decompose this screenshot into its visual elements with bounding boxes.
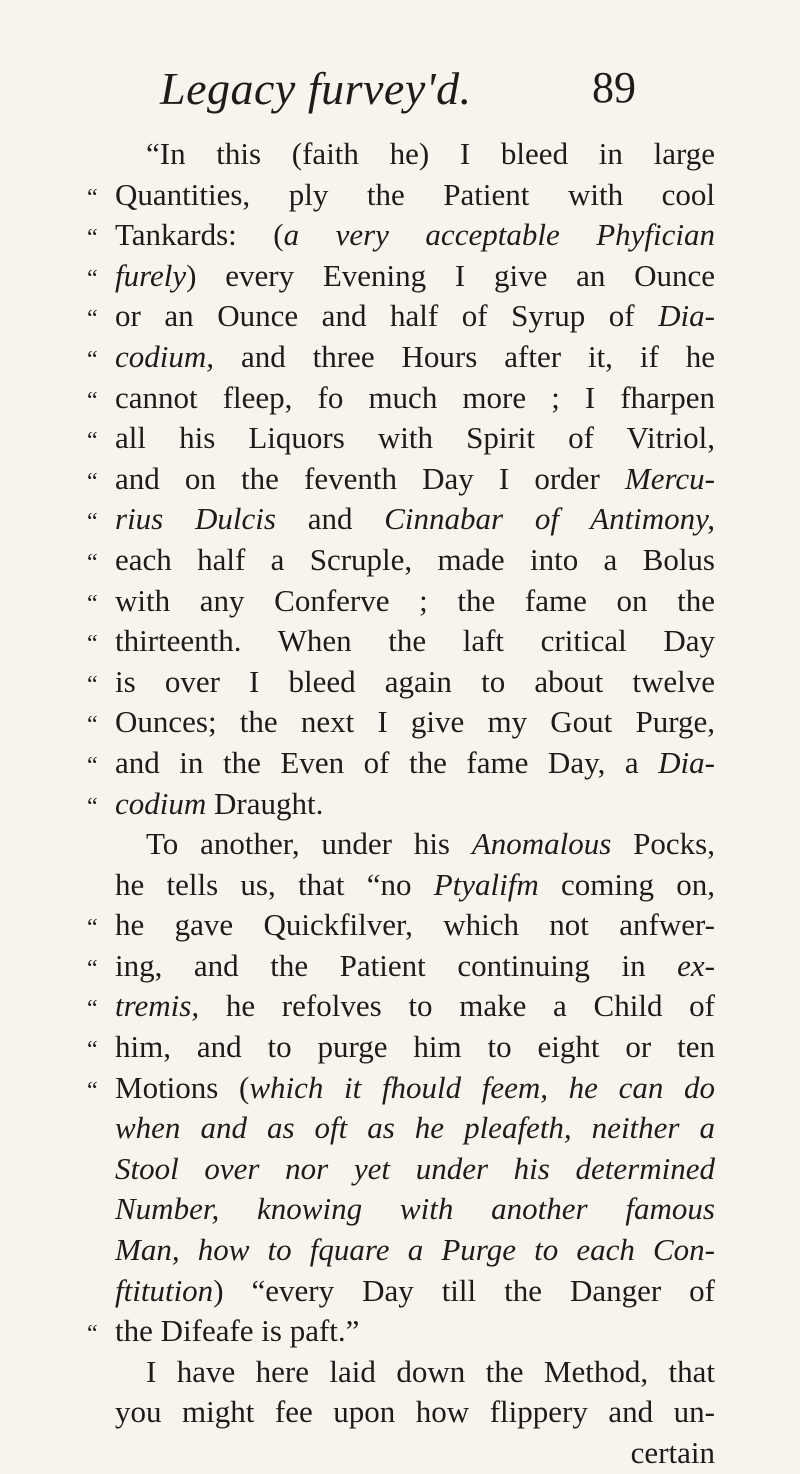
roman-text: with any Conferve ; the fame on the: [115, 582, 715, 618]
roman-text: is over I bleed again to about twelve: [115, 663, 715, 699]
roman-text: Quantities, ply the Patient with cool: [115, 176, 715, 212]
roman-text: he tells us, that “no: [115, 866, 434, 902]
italic-text: tremis,: [115, 988, 200, 1024]
text-line: [87, 702, 715, 743]
text-line: [115, 824, 715, 865]
roman-text: all his Liquors with Spirit of Vitriol,: [115, 420, 715, 456]
roman-text: thirteenth. When the laft critical Day: [115, 623, 715, 659]
roman-text: ing, and the Patient continuing in: [115, 947, 678, 983]
italic-text: which it fhould feem, he can do: [249, 1069, 715, 1105]
quote-mark: “: [87, 1321, 98, 1348]
quote-mark: “: [87, 752, 98, 779]
text-line: [87, 905, 715, 946]
roman-text: he refolves to make a Child of: [199, 988, 715, 1024]
italic-text: codium: [115, 785, 207, 821]
text-line: [87, 662, 715, 703]
quote-mark: “: [87, 549, 98, 576]
quote-mark: “: [87, 509, 98, 536]
quote-mark: “: [87, 915, 98, 942]
text-line: [87, 784, 715, 825]
page-number: 89: [592, 63, 636, 112]
roman-text: Tankards: (: [115, 217, 284, 253]
roman-text: Pocks,: [611, 826, 715, 862]
text-line: [87, 540, 715, 581]
text-line: [87, 459, 715, 500]
italic-text: Mercu-: [624, 460, 715, 496]
italic-text: Ptyalifm: [433, 866, 539, 902]
text-line: [115, 1149, 715, 1190]
body-text: [87, 134, 715, 1474]
quote-mark: “: [87, 346, 98, 373]
text-line: [87, 378, 715, 419]
italic-text: codium,: [115, 338, 215, 374]
italic-text: when and as oft as he pleafeth, neither a: [115, 1110, 715, 1146]
roman-text: and: [275, 501, 385, 537]
roman-text: the Difeafe is paft.”: [115, 1313, 360, 1349]
italic-text: ex-: [677, 947, 715, 983]
roman-text: I have here laid down the Method, that: [146, 1353, 715, 1389]
quote-mark: “: [87, 712, 98, 739]
text-line: [115, 1352, 715, 1393]
roman-text: him, and to purge him to eight or ten: [115, 1029, 715, 1065]
italic-text: rius Dulcis: [115, 501, 276, 537]
roman-text: “In this (faith he) I bleed in large: [146, 136, 715, 171]
text-line: [87, 256, 715, 297]
text-line: [115, 1392, 715, 1433]
roman-text: and in the Even of the fame Day, a: [115, 744, 659, 780]
text-line: [115, 134, 715, 175]
text-line: [87, 337, 715, 378]
roman-text: ) “every Day till the Danger of: [213, 1272, 715, 1308]
quote-mark: “: [87, 184, 98, 211]
roman-text: Motions (: [115, 1069, 250, 1105]
roman-text: he gave Quickfilver, which not anfwer-: [115, 907, 715, 943]
text-line: [87, 215, 715, 256]
quote-mark: “: [87, 671, 98, 698]
text-line: [115, 1108, 715, 1149]
italic-text: Stool over nor yet under his determined: [115, 1150, 715, 1186]
roman-text: Ounces; the next I give my Gout Purge,: [115, 704, 715, 740]
quote-mark: “: [87, 955, 98, 982]
text-line: [87, 581, 715, 622]
quote-mark: “: [87, 225, 98, 252]
text-line: [115, 1189, 715, 1230]
quote-mark: “: [87, 428, 98, 455]
roman-text: coming on,: [538, 866, 715, 902]
roman-text: or an Ounce and half of Syrup of: [115, 298, 659, 334]
roman-text: To another, under his: [146, 826, 472, 862]
text-line: [87, 175, 715, 216]
text-line: [87, 743, 715, 784]
text-line: [115, 1230, 715, 1271]
roman-text: certain: [630, 1435, 715, 1470]
roman-text: and three Hours after it, if he: [214, 338, 715, 374]
roman-text: each half a Scruple, made into a Bolus: [115, 541, 715, 577]
text-line: [87, 1027, 715, 1068]
quote-mark: “: [87, 387, 98, 414]
italic-text: Number, knowing with another famous: [115, 1191, 715, 1227]
quote-mark: “: [87, 1037, 98, 1064]
italic-text: Dia-: [658, 298, 715, 334]
italic-text: furely: [115, 257, 187, 293]
running-title: Legacy furvey'd.: [160, 63, 472, 114]
roman-text: ) every Evening I give an Ounce: [186, 257, 715, 293]
roman-text: Draught.: [206, 785, 324, 821]
text-line: [115, 865, 715, 906]
italic-text: Man, how to fquare a Purge to each Con-: [115, 1232, 715, 1268]
text-line: [87, 499, 715, 540]
page-header: [0, 62, 800, 122]
quote-mark: “: [87, 265, 98, 292]
roman-text: cannot fleep, fo much more ; I fharpen: [115, 379, 715, 415]
roman-text: you might fee upon how flippery and un-: [115, 1394, 715, 1430]
italic-text: Anomalous: [471, 826, 612, 862]
text-line: [87, 1311, 715, 1352]
quote-mark: “: [87, 1077, 98, 1104]
roman-text: and on the feventh Day I order: [115, 460, 625, 496]
italic-text: a very acceptable Phyfician: [283, 217, 715, 253]
text-line: [87, 986, 715, 1027]
quote-mark: “: [87, 590, 98, 617]
quote-mark: “: [87, 306, 98, 333]
italic-text: Dia-: [658, 744, 715, 780]
italic-text: ftitution: [115, 1272, 214, 1308]
text-line: [115, 1271, 715, 1312]
quote-mark: “: [87, 631, 98, 658]
quote-mark: “: [87, 793, 98, 820]
text-line: [87, 1068, 715, 1109]
text-line: [87, 621, 715, 662]
text-line: [87, 296, 715, 337]
italic-text: Cinnabar of Antimony,: [384, 501, 715, 537]
quote-mark: “: [87, 468, 98, 495]
text-line: [87, 946, 715, 987]
catchword: [115, 1433, 715, 1474]
text-line: [87, 418, 715, 459]
quote-mark: “: [87, 996, 98, 1023]
